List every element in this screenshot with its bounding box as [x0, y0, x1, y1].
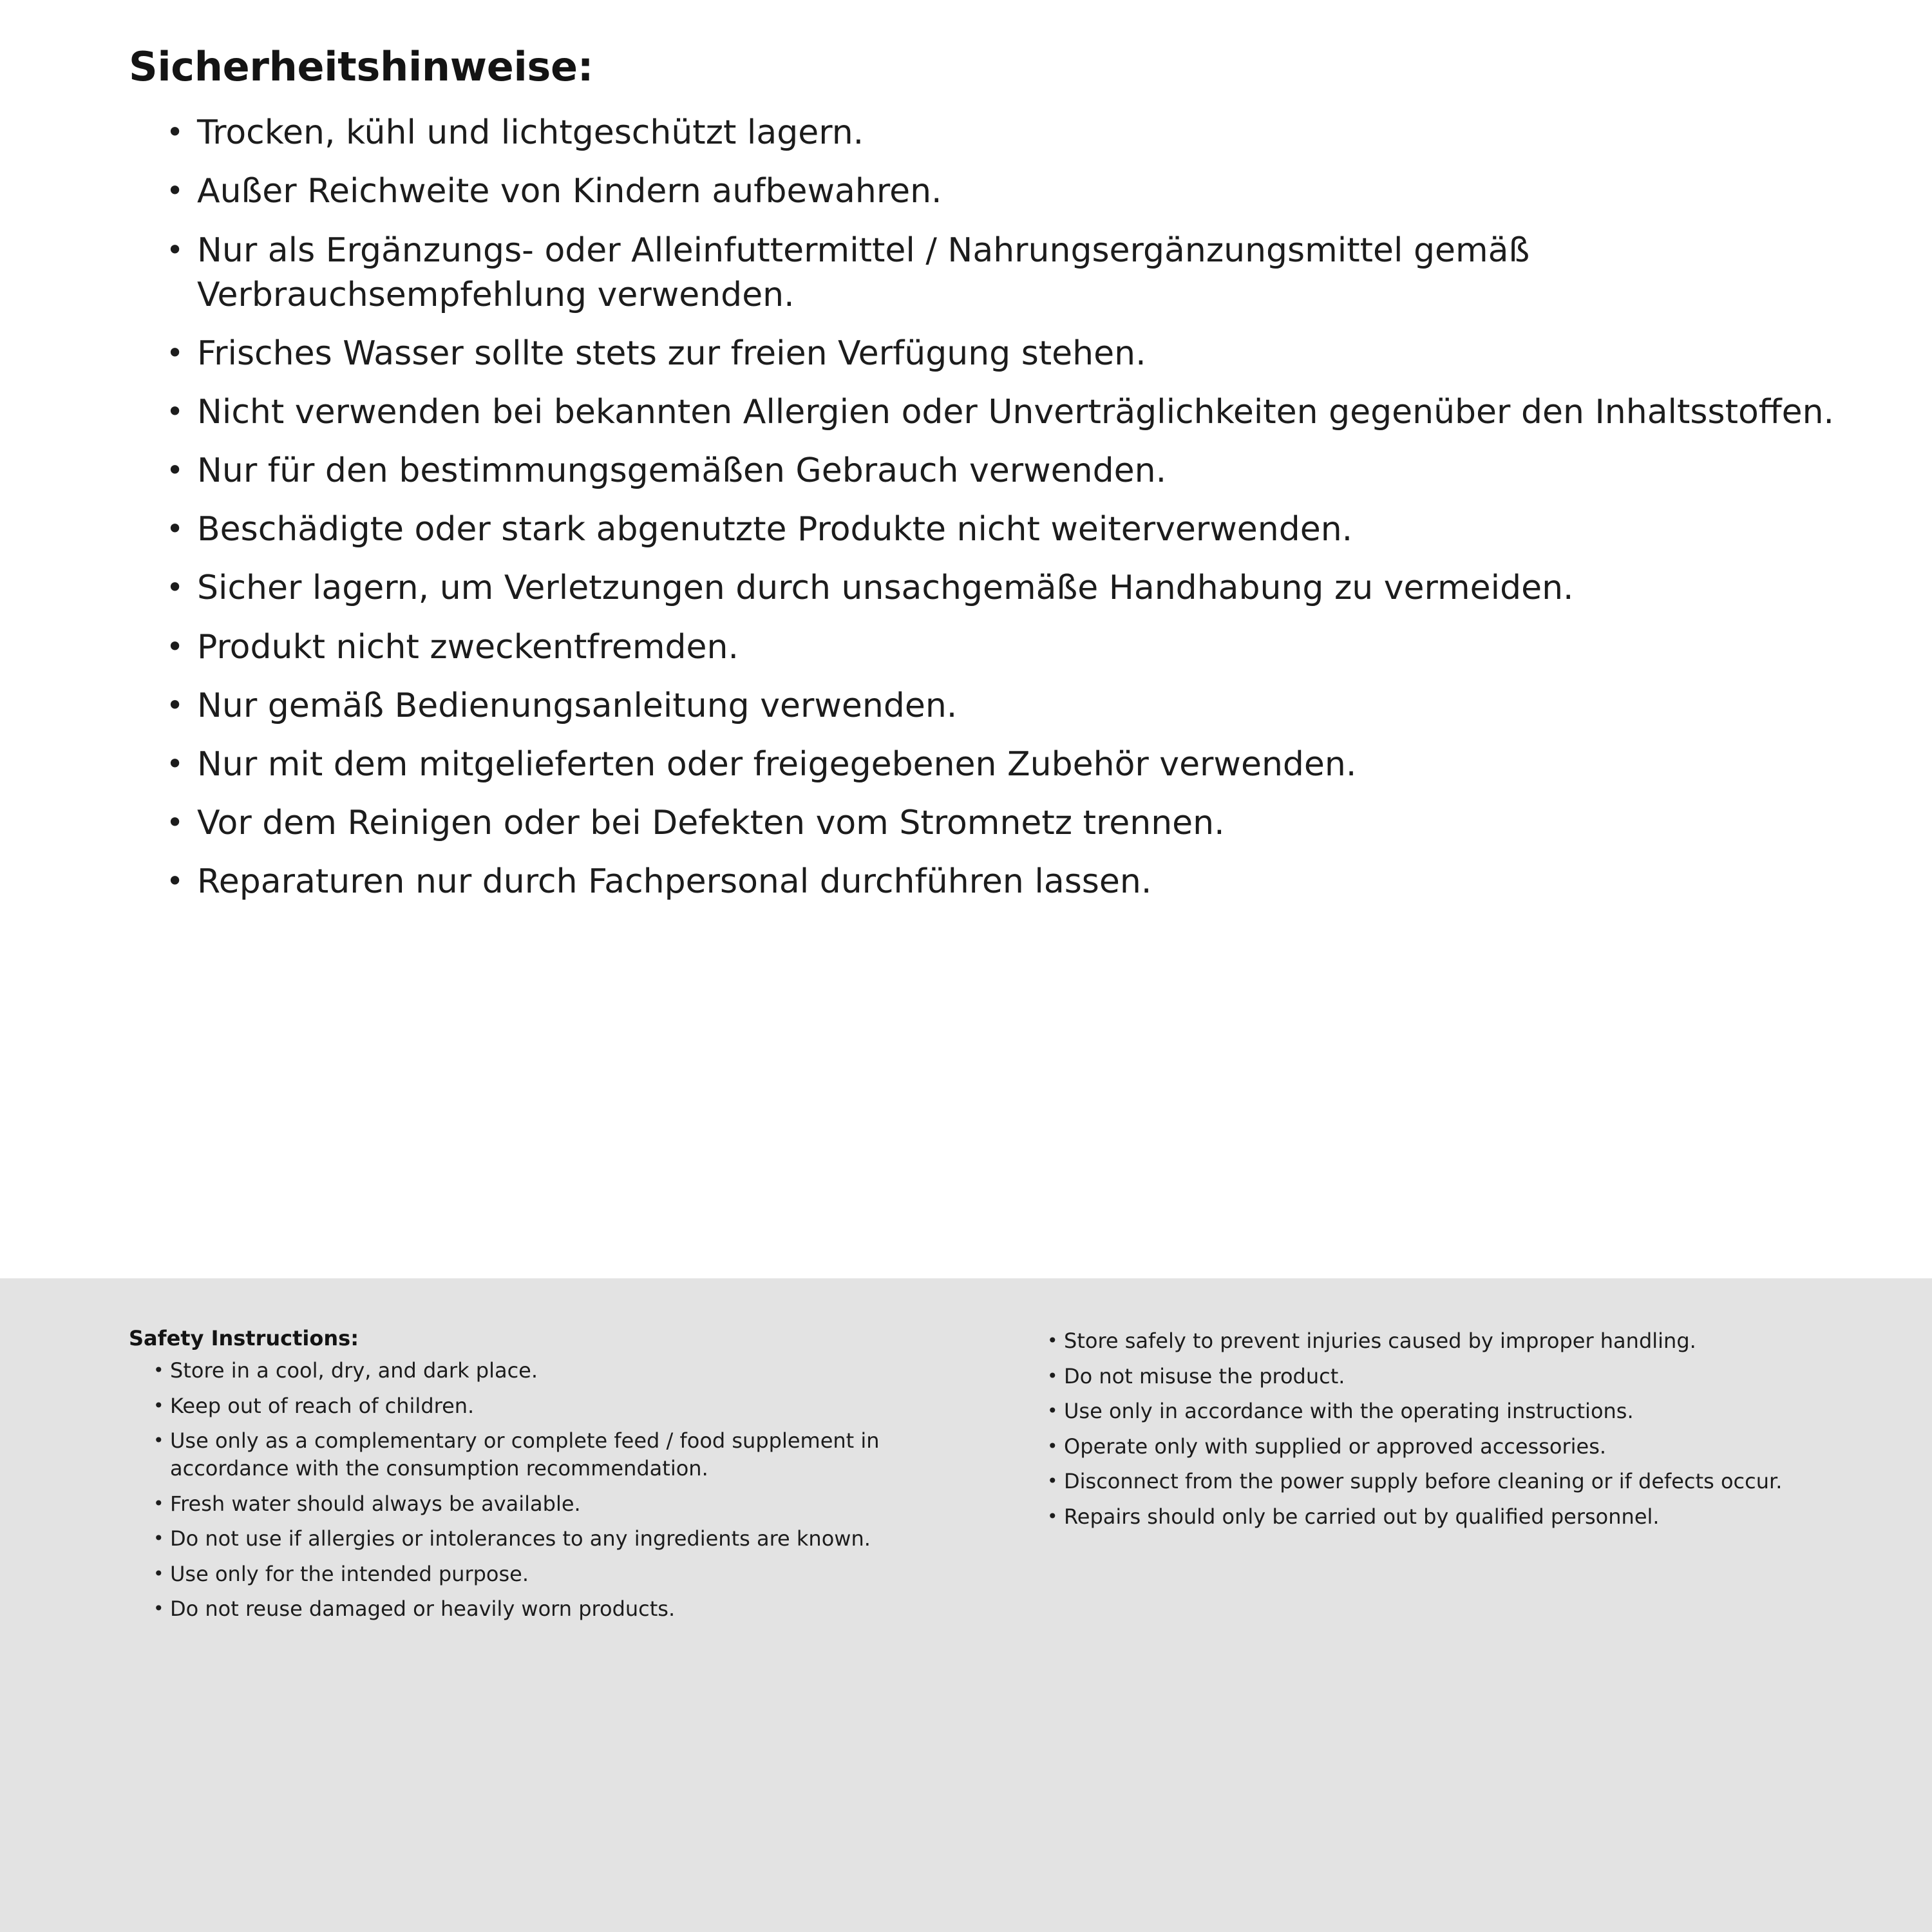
list-item	[166, 332, 1846, 376]
list-item-label: Nur für den bestimmungsgemäßen Gebrauch verwenden.	[197, 451, 1167, 491]
english-column-right	[1023, 1326, 1855, 1538]
list-item	[153, 1392, 961, 1420]
list-item	[166, 169, 1846, 214]
list-item-label: Nur gemäß Bedienungsanleitung verwenden.	[197, 686, 958, 725]
bullet-icon: •	[166, 335, 184, 370]
bullet-icon: •	[1047, 1365, 1058, 1387]
bullet-icon: •	[153, 1598, 164, 1620]
bullet-icon: •	[166, 746, 184, 781]
english-safety-list-left	[129, 1357, 961, 1622]
list-item-label: Außer Reichweite von Kindern aufbewahren.	[197, 172, 942, 211]
list-item-label: Sicher lagern, um Verletzungen durch unsachgemäße Handhabung zu vermeiden.	[197, 569, 1574, 608]
bullet-icon: •	[153, 1430, 164, 1452]
bullet-icon: •	[153, 1359, 164, 1381]
list-item-label: Use only in accordance with the operating instructions.	[1064, 1399, 1634, 1424]
bullet-icon: •	[1047, 1505, 1058, 1527]
english-safety-section	[0, 1278, 1932, 1932]
list-item	[166, 229, 1846, 317]
list-item-label: Trocken, kühl und lichtgeschützt lagern.	[197, 113, 864, 153]
list-item-label: Do not reuse damaged or heavily worn products.	[170, 1596, 676, 1622]
list-item	[166, 507, 1846, 552]
list-item	[153, 1427, 961, 1482]
list-item	[1047, 1503, 1855, 1531]
bullet-icon: •	[166, 115, 184, 150]
list-item	[166, 111, 1846, 155]
list-item-label: Store safely to prevent injuries caused by improper handling.	[1064, 1329, 1696, 1353]
bullet-icon: •	[1047, 1470, 1058, 1492]
list-item	[1047, 1468, 1855, 1495]
bullet-icon: •	[1047, 1330, 1058, 1351]
bullet-icon: •	[166, 629, 184, 664]
bullet-icon: •	[153, 1492, 164, 1514]
list-item-label: Frisches Wasser sollte stets zur freien Verfügung stehen.	[197, 334, 1146, 373]
list-item-label: Produkt nicht zweckentfremden.	[197, 627, 739, 667]
list-item-label: Use only as a complementary or complete feed / food supplement in accordance with the consumption recommendation.	[170, 1428, 880, 1481]
list-item	[1047, 1433, 1855, 1461]
list-item	[153, 1357, 961, 1385]
list-item	[153, 1595, 961, 1623]
list-item-label: Nur mit dem mitgelieferten oder freigegebenen Zubehör verwenden.	[197, 744, 1357, 784]
bullet-icon: •	[166, 173, 184, 209]
bullet-icon: •	[166, 805, 184, 840]
list-item-label: Store in a cool, dry, and dark place.	[170, 1358, 538, 1383]
bullet-icon: •	[153, 1528, 164, 1549]
bullet-icon: •	[153, 1394, 164, 1416]
list-item	[153, 1490, 961, 1518]
list-item	[166, 566, 1846, 611]
list-item-label: Use only for the intended purpose.	[170, 1561, 529, 1586]
list-item	[166, 860, 1846, 904]
list-item-label: Do not misuse the product.	[1064, 1363, 1345, 1388]
list-item-label: Keep out of reach of children.	[170, 1393, 475, 1418]
list-item-label: Nur als Ergänzungs- oder Alleinfuttermittel / Nahrungsergänzungsmittel gemäß Verbrauchsempfehlung verwenden.	[197, 231, 1530, 314]
bullet-icon: •	[166, 232, 184, 267]
list-item	[153, 1525, 961, 1553]
list-item	[166, 743, 1846, 787]
list-item-label: Fresh water should always be available.	[170, 1491, 581, 1516]
list-item-label: Operate only with supplied or approved accessories.	[1064, 1434, 1607, 1459]
bullet-icon: •	[153, 1562, 164, 1584]
list-item	[166, 449, 1846, 493]
english-columns	[129, 1326, 1855, 1631]
list-item-label: Disconnect from the power supply before cleaning or if defects occur.	[1064, 1469, 1783, 1494]
list-item	[153, 1560, 961, 1588]
bullet-icon: •	[166, 453, 184, 488]
list-item	[166, 625, 1846, 670]
list-item-label: Vor dem Reinigen oder bei Defekten vom Stromnetz trennen.	[197, 804, 1225, 843]
bullet-icon: •	[166, 511, 184, 547]
list-item-label: Do not use if allergies or intolerances to any ingredients are known.	[170, 1526, 871, 1551]
bullet-icon: •	[166, 393, 184, 429]
english-section-title: Safety Instructions:	[129, 1326, 359, 1350]
list-item	[166, 801, 1846, 846]
bullet-icon: •	[1047, 1400, 1058, 1422]
list-item-label: Nicht verwenden bei bekannten Allergien oder Unverträglichkeiten gegenüber den Inhaltsstoffen.	[197, 392, 1835, 431]
bullet-icon: •	[166, 687, 184, 723]
list-item	[1047, 1397, 1855, 1425]
list-item	[166, 390, 1846, 435]
german-safety-list	[129, 111, 1861, 904]
list-item-label: Beschädigte oder stark abgenutzte Produkte nicht weiterverwenden.	[197, 510, 1353, 549]
list-item	[166, 684, 1846, 728]
bullet-icon: •	[1047, 1435, 1058, 1457]
list-item-label: Reparaturen nur durch Fachpersonal durchführen lassen.	[197, 862, 1152, 902]
list-item	[1047, 1327, 1855, 1355]
bullet-icon: •	[166, 864, 184, 899]
english-safety-list-right	[1023, 1327, 1855, 1530]
list-item-label: Repairs should only be carried out by qualified personnel.	[1064, 1504, 1660, 1529]
bullet-icon: •	[166, 570, 184, 605]
german-section-title: Sicherheitshinweise:	[129, 43, 594, 90]
list-item	[1047, 1363, 1855, 1390]
english-column-left	[129, 1326, 961, 1631]
